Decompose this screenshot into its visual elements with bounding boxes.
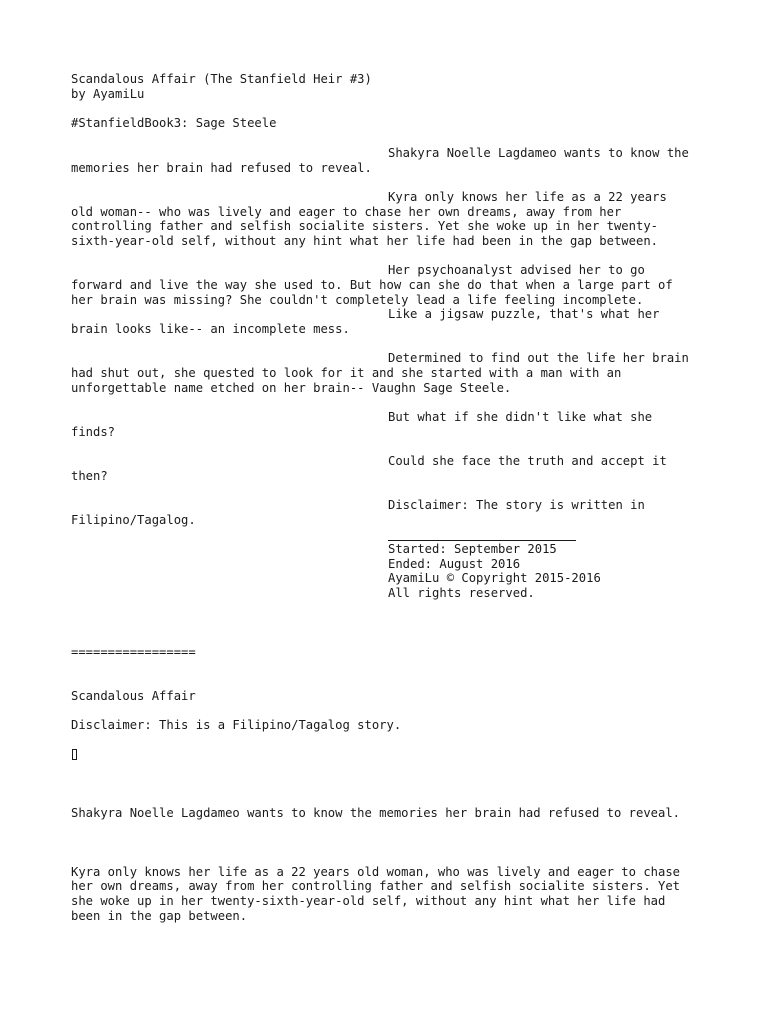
- synopsis-line: had shut out, she quested to look for it and she started with a man with an: [71, 366, 622, 380]
- synopsis-line: unforgettable name etched on her brain-- Vaughn Sage Steele.: [71, 381, 512, 395]
- synopsis-line: Could she face the truth and accept it: [388, 454, 667, 468]
- synopsis-line: finds?: [71, 425, 116, 439]
- section-disclaimer: Disclaimer: This is a Filipino/Tagalog story.: [71, 718, 402, 732]
- body-paragraph-line: been in the gap between.: [71, 909, 248, 923]
- synopsis-line: Kyra only knows her life as a 22 years: [388, 190, 667, 204]
- ended-date: Ended: August 2016: [388, 557, 521, 571]
- body-paragraph-line: her own dreams, away from her controlling father and selfish socialite sisters. Yet: [71, 879, 681, 893]
- synopsis-line: Determined to find out the life her brain: [388, 351, 689, 365]
- info-divider: [388, 540, 576, 541]
- copyright-notice: AyamiLu © Copyright 2015-2016: [388, 571, 601, 585]
- synopsis-line: Disclaimer: The story is written in: [388, 498, 645, 512]
- book-title: Scandalous Affair (The Stanfield Heir #3): [71, 72, 372, 86]
- section-title: Scandalous Affair: [71, 689, 196, 703]
- synopsis-line: her brain was missing? She couldn't completely lead a life feeling incomplete.: [71, 293, 644, 307]
- started-date: Started: September 2015: [388, 542, 557, 556]
- book-author: by AyamiLu: [71, 87, 145, 101]
- synopsis-line: old woman-- who was lively and eager to chase her own dreams, away from her: [71, 205, 622, 219]
- synopsis-line: then?: [71, 469, 108, 483]
- synopsis-line: But what if she didn't like what she: [388, 410, 653, 424]
- body-paragraph-line: Kyra only knows her life as a 22 years old woman, who was lively and eager to chase: [71, 865, 681, 879]
- rights-notice: All rights reserved.: [388, 586, 535, 600]
- synopsis-line: memories her brain had refused to reveal.: [71, 161, 372, 175]
- synopsis-line: Filipino/Tagalog.: [71, 513, 196, 527]
- body-paragraph-line: Shakyra Noelle Lagdameo wants to know the memories her brain had refused to reveal.: [71, 806, 681, 820]
- missing-glyph-icon: [72, 749, 77, 760]
- synopsis-line: forward and live the way she used to. But how can she do that when a large part of: [71, 278, 673, 292]
- section-separator: =================: [71, 645, 196, 659]
- synopsis-line: sixth-year-old self, without any hint what her life had been in the gap between.: [71, 234, 658, 248]
- synopsis-line: brain looks like-- an incomplete mess.: [71, 322, 350, 336]
- synopsis-line: controlling father and selfish socialite sisters. Yet she woke up in her twenty-: [71, 219, 658, 233]
- body-paragraph-line: she woke up in her twenty-sixth-year-old self, without any hint what her life had: [71, 894, 666, 908]
- book-hashtag: #StanfieldBook3: Sage Steele: [71, 116, 277, 130]
- synopsis-line: Shakyra Noelle Lagdameo wants to know the: [388, 146, 689, 160]
- synopsis-line: Like a jigsaw puzzle, that's what her: [388, 307, 660, 321]
- synopsis-line: Her psychoanalyst advised her to go: [388, 263, 645, 277]
